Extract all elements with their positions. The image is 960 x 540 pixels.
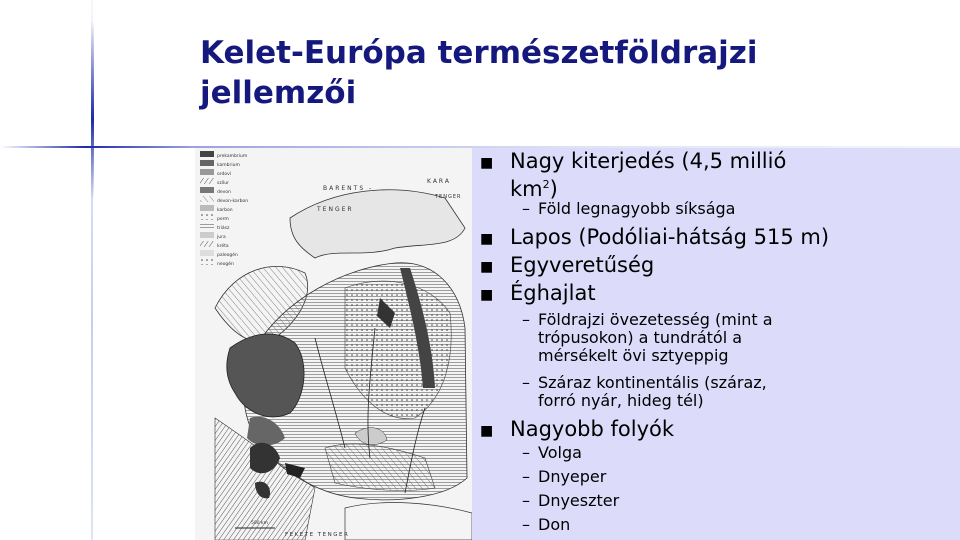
geology-map-image (195, 148, 472, 540)
sub-item-1-1: Föld legnagyobb síksága (538, 199, 736, 218)
bullet-item-2: Lapos (Podóliai-hátság 515 m) (510, 225, 830, 249)
sub-dash-icon: – (522, 199, 530, 218)
sub-item-5-2: Dnyeper (538, 467, 607, 486)
map-label-kara: KARA (427, 178, 451, 185)
legend-label: triász (217, 226, 230, 231)
bullet-square-icon: ■ (480, 259, 494, 275)
sub-dash-icon: – (522, 467, 530, 486)
bullet-square-icon: ■ (480, 423, 494, 439)
legend-label: paleogén (217, 253, 238, 258)
sub-dash-icon: – (522, 515, 530, 534)
decor-vertical-line-accent (91, 20, 94, 200)
title-line-2: jellemzői (200, 75, 357, 111)
legend-label: neogén (217, 262, 234, 267)
bullet-item-5: Nagyobb folyók (510, 417, 675, 441)
sub-dash-icon: – (522, 310, 530, 329)
sub-dash-icon: – (522, 443, 530, 462)
sub-dash-icon: – (522, 491, 530, 510)
bullet-square-icon: ■ (480, 231, 494, 247)
sub-item-5-3: Dnyeszter (538, 491, 620, 510)
bullet-item-1-line1: Nagy kiterjedés (4,5 millió (510, 149, 787, 173)
sub-item-5-4: Don (538, 515, 571, 534)
legend-label: devon (217, 190, 231, 195)
slide-title (200, 33, 900, 113)
legend-label: szilur (217, 181, 229, 186)
map-label-fekete-tenger: FEKETE TENGER (285, 532, 350, 538)
sub-item-4-2: Száraz kontinentális (száraz, forró nyár, hideg tél) (538, 373, 767, 410)
bullet-square-icon: ■ (480, 287, 494, 303)
bullet-item-4: Éghajlat (510, 281, 596, 305)
sub-item-5-1: Volga (538, 443, 582, 462)
map-scale-label: 500 km (251, 521, 269, 526)
legend-label: jura (217, 235, 226, 240)
legend-label: kréta (217, 244, 229, 249)
map-label-barents: BARENTS - (323, 185, 374, 192)
bullet-item-3: Egyveretűség (510, 253, 655, 277)
bullet-item-1 (510, 149, 786, 201)
legend-label: prekambrium (217, 154, 248, 159)
sub-item-4-1: Földrajzi övezetesség (mint a trópusokon) a tundrától a mérsékelt övi sztyeppig (538, 310, 773, 365)
legend-label: perm (217, 217, 229, 222)
title-line-1: Kelet-Európa természetföldrajzi (200, 35, 758, 71)
map-label-tenger: TENGER (317, 206, 354, 213)
map-label-kara-tenger: TENGER (435, 194, 462, 200)
legend-label: kambrium (217, 163, 240, 168)
legend-label: karbon (217, 208, 233, 213)
bullet-square-icon: ■ (480, 155, 494, 171)
sub-dash-icon: – (522, 373, 530, 392)
legend-label: ordoví (217, 172, 232, 177)
legend-label: devon-karbon (217, 199, 249, 204)
bullet-item-1-line2: $km^2$) (510, 177, 558, 201)
